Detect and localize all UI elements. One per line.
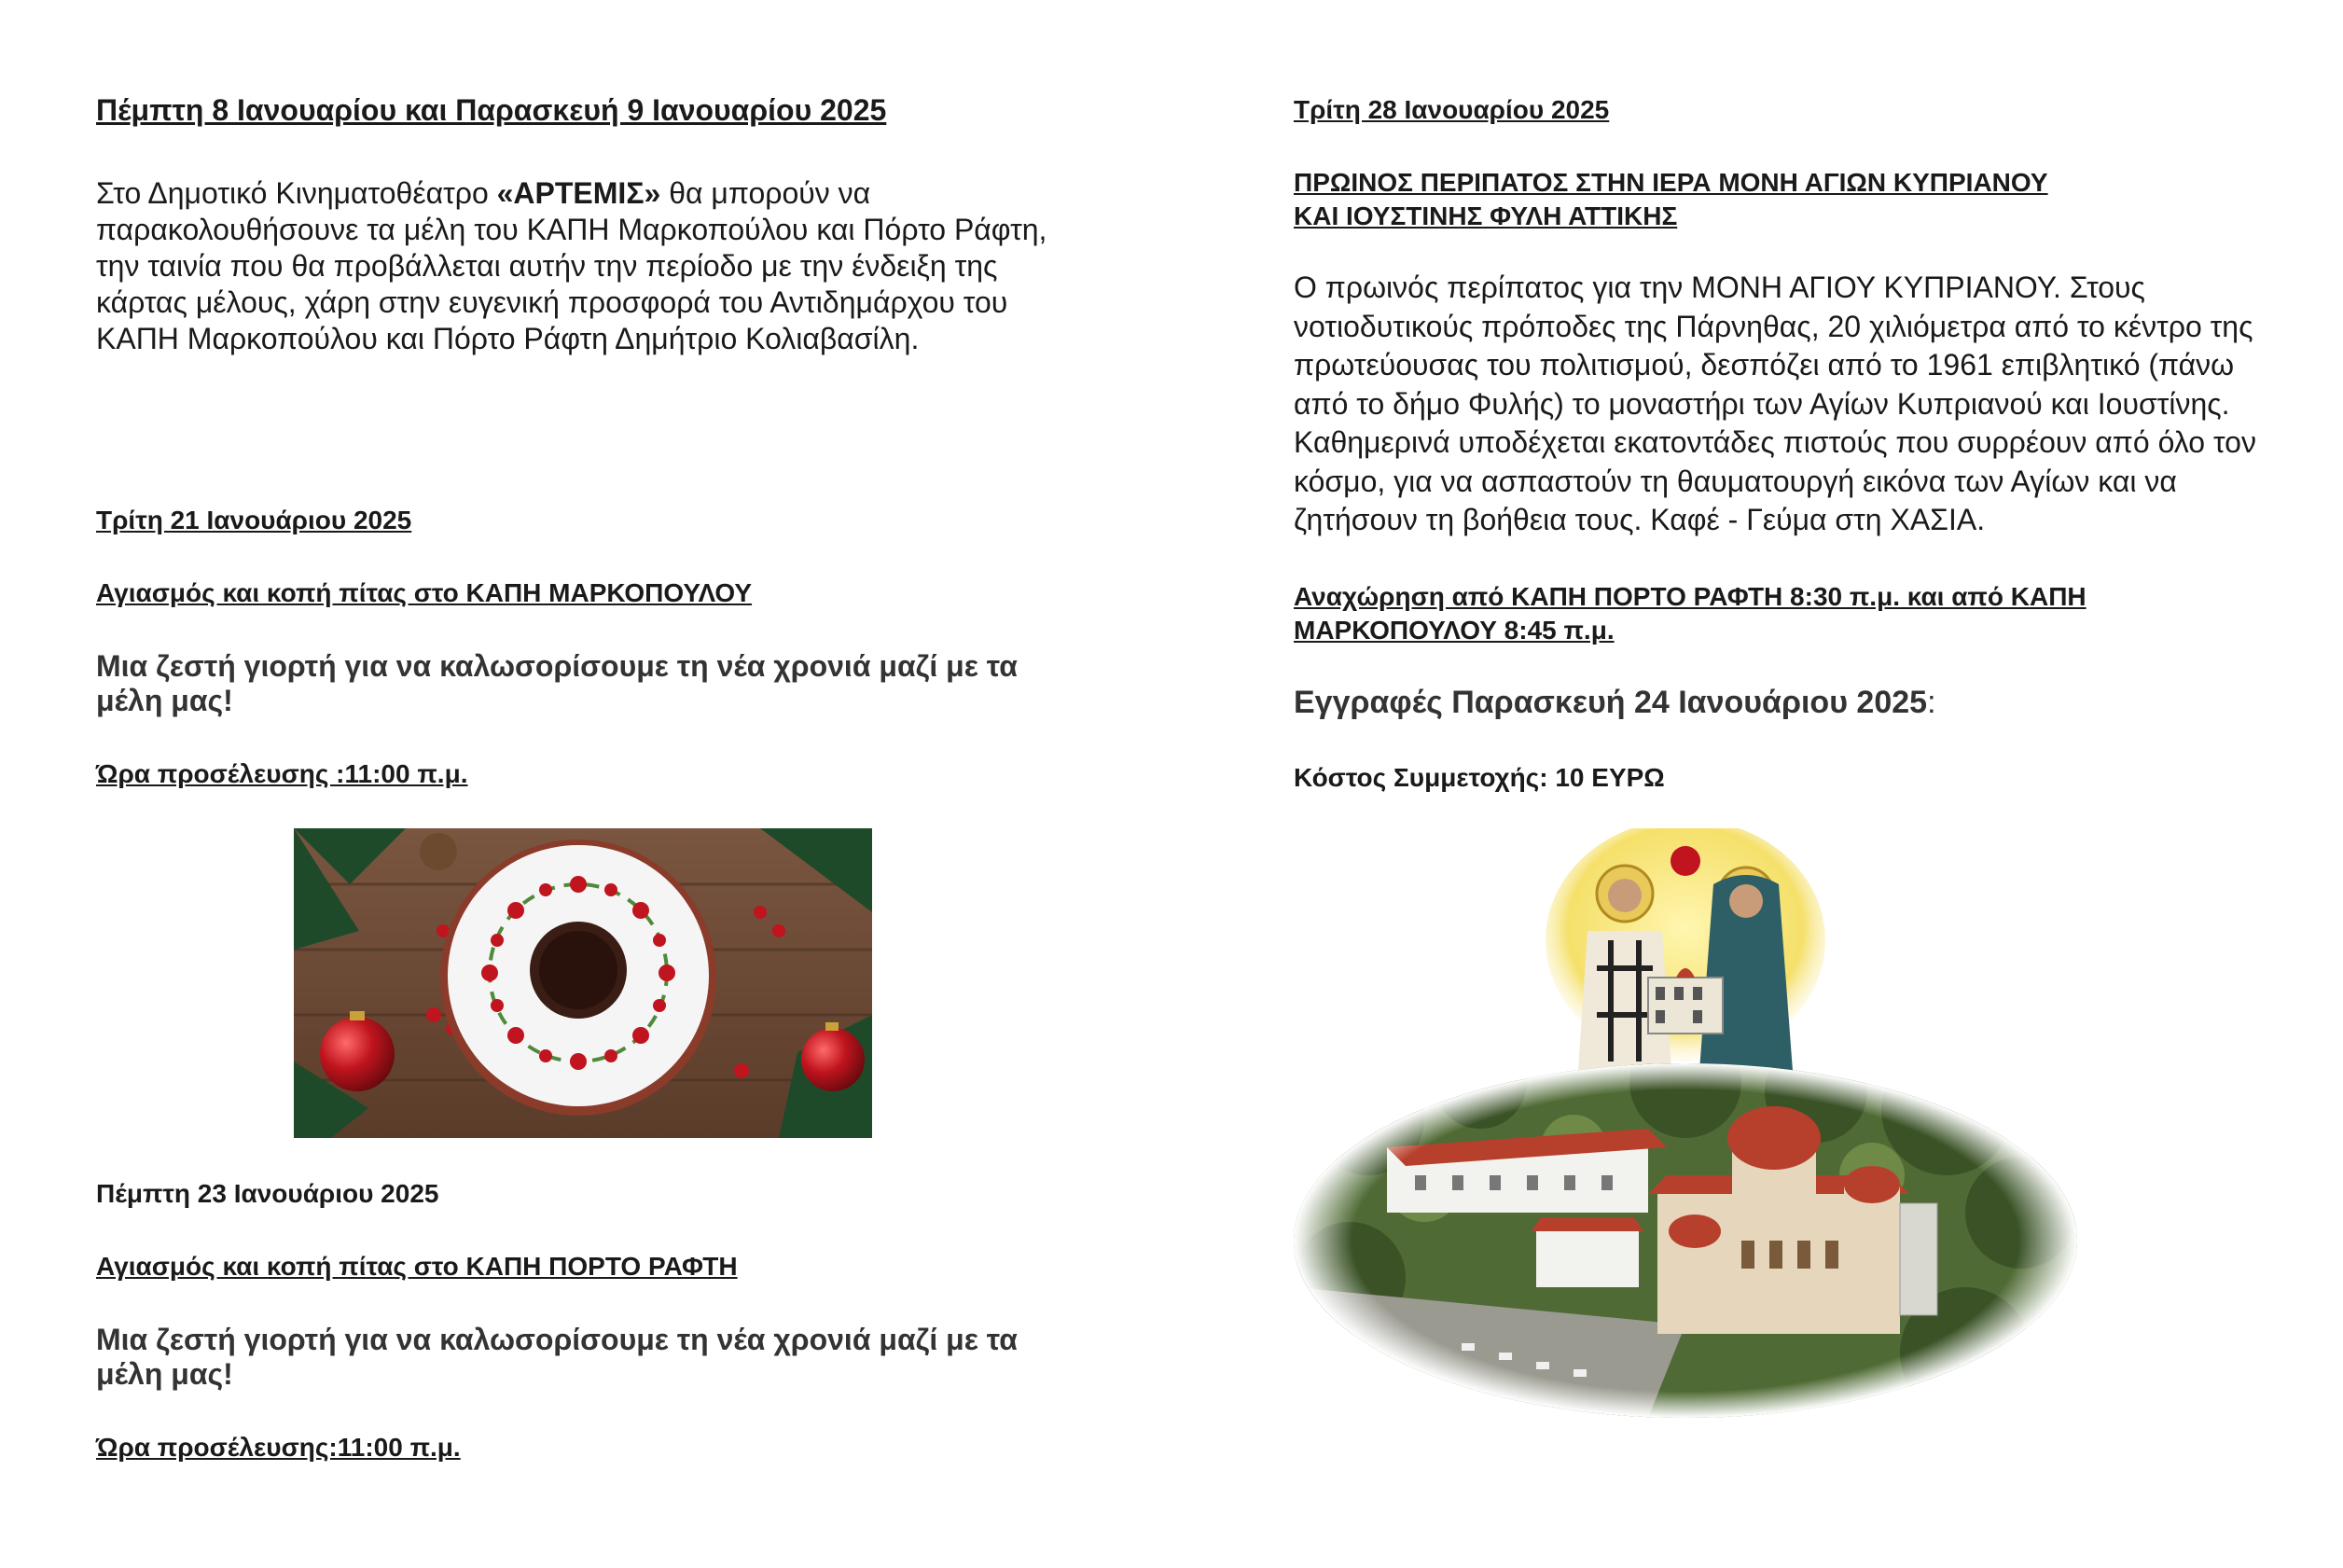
event2-title: Αγιασμός και κοπή πίτας στο ΚΑΠΗ ΜΑΡΚΟΠΟΥΛΟΥ <box>96 578 753 607</box>
trip-date: Τρίτη 28 Ιανουαρίου 2025 <box>1294 95 1610 124</box>
trip-departure <box>1294 580 2087 647</box>
event1-text <box>96 175 1075 357</box>
trip-title-line2: ΚΑΙ ΙΟΥΣΤΙΝΗΣ ΦΥΛΗ ΑΤΤΙΚΗΣ <box>1294 201 1678 230</box>
event1-heading: Πέμπτη 8 Ιανουαρίου και Παρασκευή 9 Ιανουαρίου 2025 <box>96 93 887 127</box>
event2-description: Μια ζεστή γιορτή για να καλωσορίσουμε τη νέα χρονιά μαζί με τα μέλη μας! <box>96 649 1018 717</box>
event3-description: Μια ζεστή γιορτή για να καλωσορίσουμε τη νέα χρονιά μαζί με τα μέλη μας! <box>96 1323 1018 1391</box>
event3-title: Αγιασμός και κοπή πίτας στο ΚΑΠΗ ΠΟΡΤΟ ΡΑΦΤΗ <box>96 1252 738 1281</box>
monastery-image <box>1294 1045 2077 1418</box>
saints-icon-image <box>1546 828 1825 1071</box>
event2-date: Τρίτη 21 Ιανουάριου 2025 <box>96 506 412 534</box>
event1-text-before: Στο Δημοτικό Κινηματοθέατρο <box>96 176 497 210</box>
vasilopita-image <box>294 828 872 1138</box>
vasilopita-illustration <box>294 828 872 1138</box>
trip-title <box>1294 166 2048 233</box>
trip-departure-line2: ΜΑΡΚΟΠΟΥΛΟΥ 8:45 π.μ. <box>1294 616 1615 645</box>
trip-description: Ο πρωινός περίπατος για την ΜΟΝΗ ΑΓΙΟΥ ΚΥΠΡΙΑΝΟΥ. Στους νοτιοδυτικούς πρόποδες της Πάρνηθας, 20 χιλιόμετρα από το κέντρο της πρωτεύουσας του πολιτισμού, δεσπόζει από το 1961 επιβλητικό (πάνω από το δήμο Φυλής) το μοναστήρι των Αγίων Κυπριανού και Ιουστίνης. Καθημερινά υποδέχεται εκατοντάδες πιστούς που συρρέουν από όλο τον κόσμο, για να ασπαστούν τη θαυματουργή εικόνα των Αγίων και να ζητήσουν τη βοήθεια τους. Καφέ - Γεύμα στη ΧΑΣΙΑ. <box>1294 271 2256 536</box>
trip-registration-text: Εγγραφές Παρασκευή 24 Ιανουάριου 2025 <box>1294 685 1928 720</box>
trip-cost: Κόστος Συμμετοχής: 10 ΕΥΡΩ <box>1294 763 1665 792</box>
saints-illustration <box>1546 828 1825 1071</box>
event3-time: Ώρα προσέλευσης:11:00 π.μ. <box>96 1433 461 1462</box>
trip-departure-line1: Αναχώρηση από ΚΑΠΗ ΠΟΡΤΟ ΡΑΦΤΗ 8:30 π.μ. και από ΚΑΠΗ <box>1294 582 2087 611</box>
trip-title-line1: ΠΡΩΙΝΟΣ ΠΕΡΙΠΑΤΟΣ ΣΤΗΝ ΙΕΡΑ ΜΟΝΗ ΑΓΙΩΝ ΚΥΠΡΙΑΝΟΥ <box>1294 168 2048 197</box>
event1-text-after: θα μπορούν να παρακολουθήσουνε τα μέλη του ΚΑΠΗ Μαρκοπούλου και Πόρτο Ράφτη, την ταινία που θα προβάλλεται αυτήν την περίοδο με την ένδειξη της κάρτας μέλους, χάρη στην ευγενική προσφορά του Αντιδημάρχου του ΚΑΠΗ Μαρκοπούλου και Πόρτο Ράφτη Δημήτριο Κολιαβασίλη. <box>96 176 1047 355</box>
event2-time: Ώρα προσέλευσης :11:00 π.μ. <box>96 759 468 788</box>
trip-registration-colon: : <box>1927 685 1936 720</box>
trip-registration <box>1294 685 1936 721</box>
monastery-illustration <box>1294 1045 2077 1418</box>
event3-date: Πέμπτη 23 Ιανουάριου 2025 <box>96 1179 439 1208</box>
event1-text-bold: «ΑΡΤΕΜΙΣ» <box>496 176 661 210</box>
